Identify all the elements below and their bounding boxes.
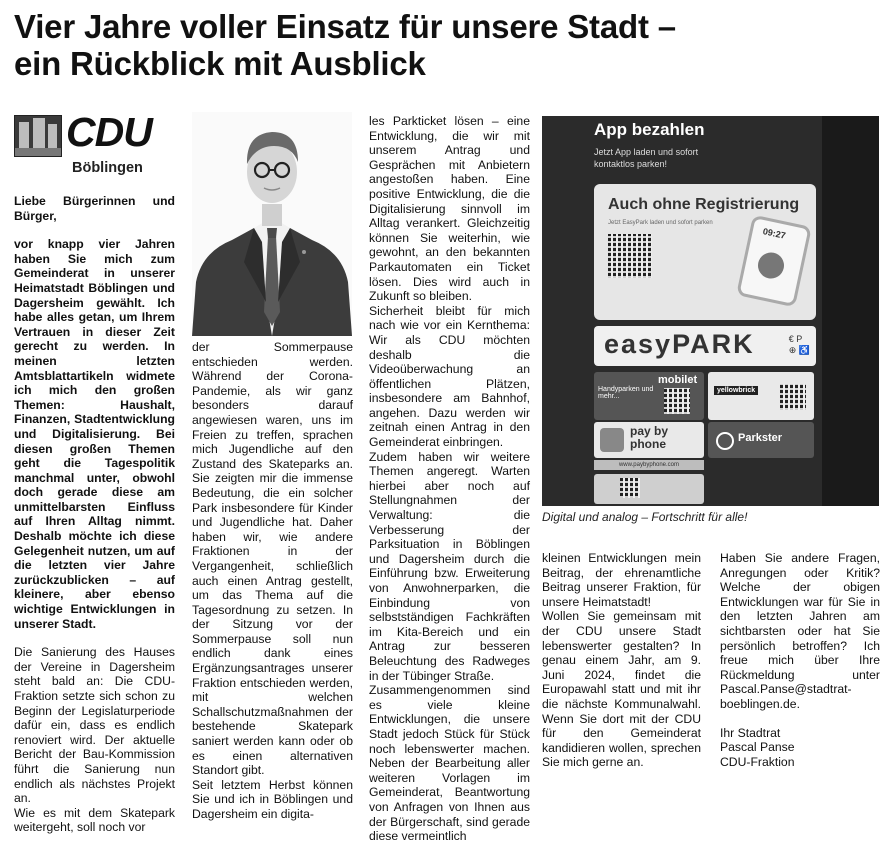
qr-code-icon [620, 478, 640, 498]
phone-time: 09:27 [761, 226, 787, 241]
author-portrait [192, 112, 352, 336]
sticker-heading: Auch ohne Registrierung [608, 196, 800, 213]
cdu-logo [14, 109, 174, 182]
paybyphone-icon [600, 428, 624, 452]
signature-name: Pascal Panse [720, 740, 795, 755]
column-5 [720, 551, 880, 769]
phone-icon [736, 215, 812, 308]
signature-line-1: Ihr Stadtrat [720, 725, 781, 740]
column-3 [369, 114, 530, 844]
easypark-banner [594, 326, 816, 366]
headline-line-1: Vier Jahre voller Einsatz für unsere Stadt – [14, 8, 676, 45]
post-shadow [822, 116, 879, 506]
paragraph-skatepark: der Sommerpause entschieden werden. Während der Corona-Pandemie, als wir ganz besonders darauf angewiesen waren, uns im Freien zu treffen, sprachen mich Jugendliche auf den Zustand des Skateparks an. Sie zeigten mir die immense Bedeutung, die ein solcher Park insbesondere für Kinder und Jugendliche hat. Daher haben wir, wie andere Fraktionen in der Vergangenheit, schließlich auch einen Antrag gestellt, um das Thema auf die Tagesordnung zu setzen. In der Sitzung vor der Sommerpause soll nun endlich dank eines Ergänzungsantrages unserer Fraktion entschieden werden, mit welchen Schallschutzmaßnahmen der bestehende Skatepark saniert werden kann oder ob es einen alternativen Standort gibt. [192, 340, 353, 778]
paragraph-sicherheit: Sicherheit bleibt für mich nach wie vor ein Kernthema: Wir als CDU möchten deshalb die Videoüberwachung an öffentlichen Plätzen, insbesondere am Bahnhof, angehen. Dazu werden wir zeitnah einen Antrag in den Gemeinderat einbringen. [369, 303, 530, 450]
greeting: Liebe Bürgerinnen und Bürger, [14, 194, 175, 223]
tile-paybyphone: pay by phone [594, 422, 704, 458]
tile-mobilet: mobilet Handyparken und mehr... [594, 372, 704, 420]
article-headline [14, 8, 884, 82]
cdu-wordmark: CDU [66, 109, 152, 155]
parkster-icon [716, 432, 734, 450]
headline-line-2: ein Rückblick mit Ausblick [14, 45, 426, 82]
qr-code-icon [608, 234, 652, 278]
tile-parkster: Parkster [708, 422, 814, 458]
paragraph-parkticket: les Parkticket lösen – eine Entwicklung, die wir mit unserem Antrag und Gesprächen mit Anbietern angestoßen haben. Eine positive Entwicklung, die die Digitalisierung sinnvoll im Alltag verankert. Gleichzeitig können Sie weiterhin, wie gewohnt, an den bekannten Parkautomaten ein Ticket lösen. Dies wird auch in Zukunft so bleiben. [369, 114, 530, 304]
easypark-sticker [594, 184, 816, 320]
paragraph-haus-der-vereine: Die Sanierung des Hauses der Vereine in Dagersheim steht bald an: Die CDU-Fraktion setzte sich schon zu Beginn der Legislaturperiode dafür ein, dass es endlich renoviert wird. Der aktuelle Bericht der Bau-Kommission führt die Sanierung nun endlich als nächstes Projekt an. [14, 645, 175, 806]
paragraph-parkticket-start: Seit letztem Herbst können Sie und ich in Böblingen und Dagersheim ein digita- [192, 777, 353, 821]
photo-subtitle: Jetzt App laden und sofort kontaktlos parken! [594, 147, 699, 169]
paragraph-fragen: Haben Sie andere Fragen, Anregungen oder Kritik? Welche der obigen Entwicklungen war für Sie in den letzten Jahren am sichtbarsten oder hat Sie persönlich betroffen? Ich freue mich über Ihre Rückmeldung unter Pascal.Panse@stadtrat-boeblingen.de. [720, 551, 880, 711]
intro-paragraph: vor knapp vier Jahren haben Sie mich zum Gemeinderat in unserer Heimatstadt Böblingen und Dagersheim gewählt. Ich habe alles getan, um Ihrem Vertrauen in dieser Zeit gerecht zu werden. In meinen letzten Amtsblattartikeln widmete ich mich den großen Themen: Haushalt, Finanzen, Stadtentwicklung und Digitalisierung. Bei diesen großen Themen geht die Tagespolitik manchmal unter, obwohl doch gerade diese am unmittelbarsten Einfluss auf Ihren Alltag nimmt. Deshalb möchte ich diese Gelegenheit nutzen, um auf die letzten vier Jahre zurückzublicken – auf kleinere, aber ebenso wichtige Entwicklungen in unserer Stadt. [14, 237, 175, 631]
paragraph-beitrag: kleinen Entwicklungen mein Beitrag, der ehrenamtliche Beitrag unserer Fraktion, für unsere Heimatstadt! [542, 551, 701, 609]
payment-symbols-icon: € P ⊕ ♿ [788, 334, 810, 355]
town-emblem-icon [14, 115, 62, 157]
signature-faction: CDU-Fraktion [720, 754, 795, 769]
easypark-logo: easyPARK [604, 329, 755, 359]
city-name: Böblingen [72, 160, 143, 176]
column-4 [542, 551, 701, 770]
sticker-small-text: Jetzt EasyPark laden und sofort parken [608, 220, 713, 226]
paragraph-zusammen: Zusammengenommen sind es viele kleine Entwicklungen, die unsere Stadt jedoch Stück für Stück noch lebenswerter machen. Neben der Bearbeitung aller weiteren Vorlagen im Gemeinderat, Beantwortung von Anfragen von Ihnen aus der Bürgerschaft, sind gerade diese vermeintlich [369, 683, 530, 844]
qr-code-icon [664, 388, 690, 414]
paragraph-themen: Zudem haben wir weitere Themen angeregt. Warten hierbei aber noch auf Stellungnahmen der Verwaltung: die Verbesserung der Parksituation in Böblingen und Dagersheim durch die Einführung bzw. Erweiterung von Anwohnerparken, die Einbindung von selbstständigen Fachkräften im Kita-Bereich und ein Antrag zur besseren Beleuchtung des Radweges in der Tübinger Straße. [369, 449, 530, 683]
paragraph-skatepark-start: Wie es mit dem Skatepark weitergeht, soll noch vor [14, 805, 175, 835]
tile-bottom [594, 474, 704, 504]
tile-yellowbrick: yellowbrick [708, 372, 814, 420]
qr-code-icon [780, 384, 806, 410]
paragraph-kommunalwahl: Wollen Sie gemeinsam mit der CDU unsere Stadt lebenswerter gestalten? In genau einem Jahr, am 9. Juni 2024, findet die Europawahl statt und mit ihr die nächste Kommunalwahl. Wenn Sie dort mit der CDU für den Gemeinderat kandidieren wollen, sprechen Sie mich gerne an. [542, 609, 701, 770]
column-2 [192, 340, 353, 822]
photo-title: App bezahlen [594, 120, 705, 139]
column-1 [14, 194, 175, 835]
portrait-illustration [192, 112, 352, 336]
photo-caption: Digital und analog – Fortschritt für alle! [542, 510, 748, 524]
parking-app-photo [542, 116, 879, 506]
paybyphone-url: www.paybyphone.com [594, 460, 704, 470]
